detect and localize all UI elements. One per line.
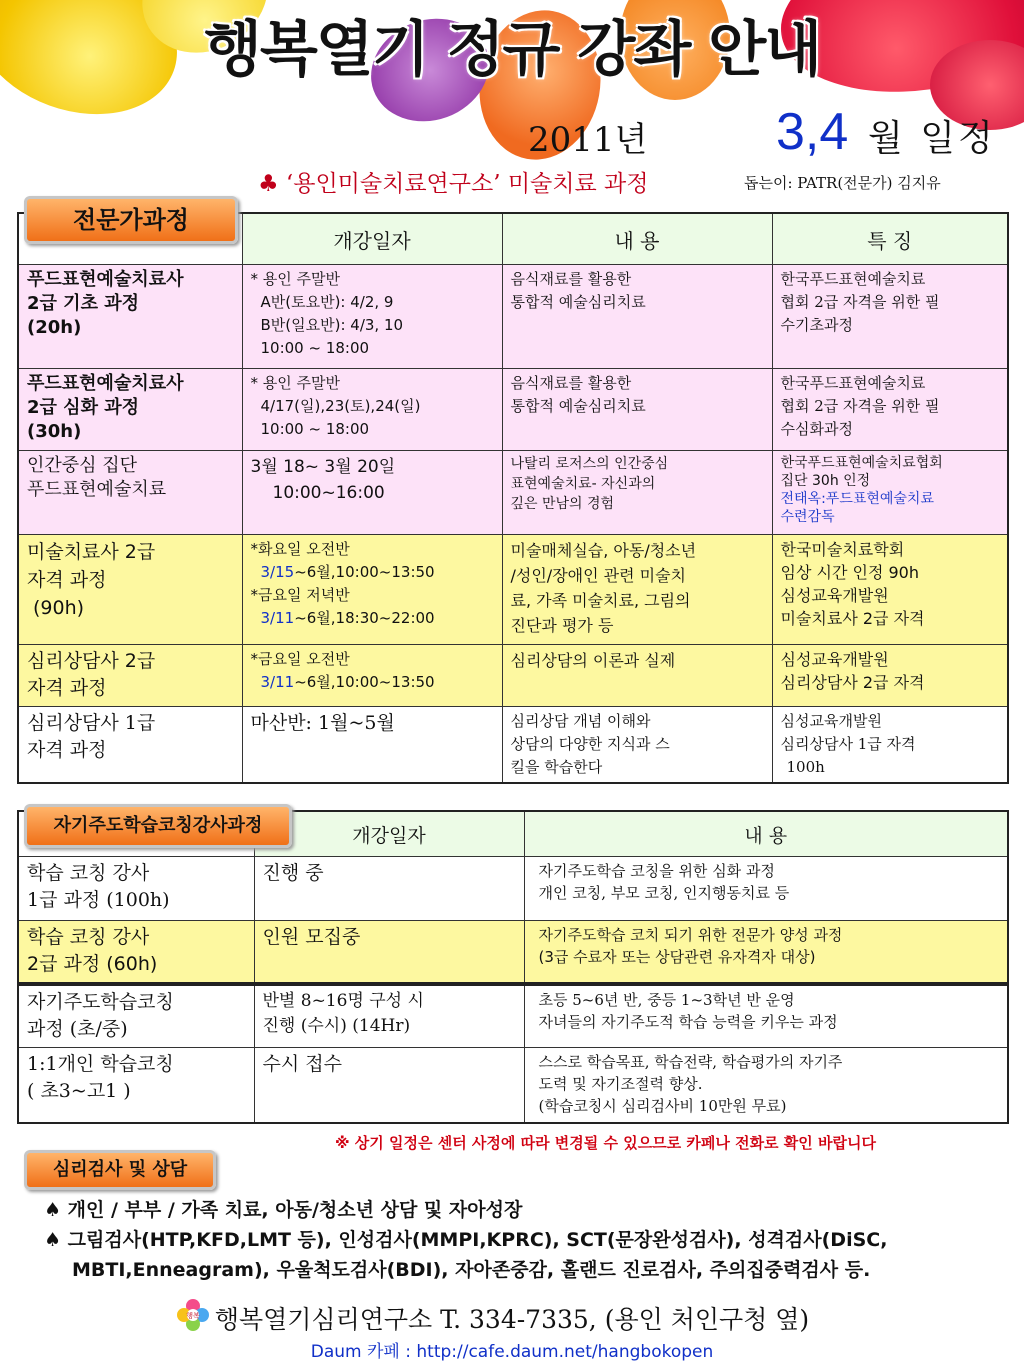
course-schedule: 반별 8~16명 구성 시 진행 (수시) (14Hr) [254, 985, 524, 1047]
list-item: ♠ 개인 / 부부 / 가족 치료, 아동/청소년 상담 및 자아성장 [44, 1199, 523, 1221]
course-name: 미술치료사 2급 자격 과정 (90h) [18, 535, 242, 645]
table-row [18, 857, 1008, 921]
table-row [18, 921, 1008, 983]
course-content: 심리상담 개념 이해와 상담의 다양한 지식과 스 킬을 학습한다 [502, 707, 772, 784]
month-numbers: 3,4 [776, 103, 849, 161]
course-feature: 심성교육개발원 심리상담사 1급 자격 100h [772, 707, 1008, 784]
course-name: 1:1개인 학습코칭 ( 초3~고1 ) [18, 1047, 254, 1123]
course-content: 심리상담의 이론과 실제 [502, 645, 772, 707]
month-suffix: 월 일정 [868, 118, 996, 159]
year-label: 2011년 [528, 120, 648, 160]
footer-contact: 행복열기심리연구소 T. 334-7335, (용인 처인구청 옆) [214, 1305, 810, 1334]
cafe-link[interactable] [0, 1337, 1024, 1362]
expert-course-badge: 전문가과정 [24, 196, 238, 244]
course-name: 자기주도학습코칭 과정 (초/중) [18, 985, 254, 1047]
column-header-content: 내 용 [524, 811, 1008, 857]
course-feature: 한국푸드표현예술치료협회 집단 30h 인정 전태옥:푸드표현예술치료 수련감독 [772, 451, 1008, 535]
course-schedule: 진행 중 [254, 857, 524, 921]
course-schedule: 수시 접수 [254, 1047, 524, 1123]
column-header-content: 내 용 [502, 213, 772, 265]
course-content: 음식재료를 활용한 통합적 예술심리치료 [502, 369, 772, 451]
course-name: 푸드표현예술치료사 2급 심화 과정 (30h) [18, 369, 242, 451]
course-schedule: * 용인 주말반 A반(토요반): 4/2, 9 B반(일요반): 4/3, 10 10:00 ~ 18:00 [242, 265, 502, 369]
course-feature: 한국미술치료학회 임상 시간 인정 90h 심성교육개발원 미술치료사 2급 자격 [772, 535, 1008, 645]
course-content: 스스로 학습목표, 학습전략, 학습평가의 자기주 도력 및 자기조절력 향상. (학습코칭시 심리검사비 10만원 무료) [524, 1047, 1008, 1123]
list-item: MBTI,Enneagram), 우울척도검사(BDI), 자아존중감, 홀랜드 진로검사, 주의집중력검사 등. [72, 1259, 871, 1281]
logo-text: 행복 [186, 1312, 200, 1320]
table-row [18, 985, 1008, 1047]
course-content: 음식재료를 활용한 통합적 예술심리치료 [502, 265, 772, 369]
helper-label: 돕는이: PATR(전문가) 김지유 [744, 174, 941, 192]
course-schedule: * 용인 주말반 4/17(일),23(토),24(일) 10:00 ~ 18:00 [242, 369, 502, 451]
course-schedule: 3월 18~ 3월 20일 10:00~16:00 [242, 451, 502, 535]
page-title: 행복열기 정규 강좌 안내 [203, 15, 821, 85]
course-name: 인간중심 집단 푸드표현예술치료 [18, 451, 242, 535]
course-schedule: *금요일 오전반 3/11~6월,10:00~13:50 [242, 645, 502, 707]
cafe-link-url[interactable]: http://cafe.daum.net/hangbokopen [416, 1342, 714, 1362]
table-row [18, 1047, 1008, 1123]
expert-course-table [17, 212, 1009, 784]
course-feature: 한국푸드표현예술치료 협회 2급 자격을 위한 필 수기초과정 [772, 265, 1008, 369]
course-name: 심리상담사 1급 자격 과정 [18, 707, 242, 784]
table-row [18, 645, 1008, 707]
course-content: 미술매체실습, 아동/청소년 /성인/장애인 관련 미술치 료, 가족 미술치료, 그림의 진단과 평가 등 [502, 535, 772, 645]
course-feature: 한국푸드표현예술치료 협회 2급 자격을 위한 필 수심화과정 [772, 369, 1008, 451]
course-name: 학습 코칭 강사 1급 과정 (100h) [18, 857, 254, 921]
course-name: 학습 코칭 강사 2급 과정 (60h) [18, 921, 254, 983]
table-row [18, 369, 1008, 451]
course-feature: 심성교육개발원 심리상담사 2급 자격 [772, 645, 1008, 707]
column-header-feature: 특 징 [772, 213, 1008, 265]
course-subtitle: ♣ ‘용인미술치료연구소’ 미술치료 과정 [258, 171, 649, 197]
course-name: 심리상담사 2급 자격 과정 [18, 645, 242, 707]
course-schedule: 인원 모집중 [254, 921, 524, 983]
schedule-notice: ※ 상기 일정은 센터 사정에 따라 변경될 수 있으므로 카페나 전화로 확인 바랍니다 [335, 1134, 876, 1152]
column-header-date: 개강일자 [242, 213, 502, 265]
table-row [18, 265, 1008, 369]
course-content: 자기주도학습 코치 되기 위한 전문가 양성 과정 (3급 수료자 또는 상담관련 유자격자 대상) [524, 921, 1008, 983]
cafe-link-label: Daum 카페 : [310, 1342, 411, 1362]
coaching-extra-table [17, 984, 1009, 1124]
psych-test-badge: 심리검사 및 상담 [24, 1150, 216, 1190]
course-name: 푸드표현예술치료사 2급 기초 과정 (20h) [18, 265, 242, 369]
coaching-course-badge: 자기주도학습코칭강사과정 [24, 804, 292, 848]
table-row [18, 451, 1008, 535]
table-row [18, 535, 1008, 645]
course-content: 초등 5~6년 반, 중등 1~3학년 반 운영 자녀들의 자기주도적 학습 능력을 키우는 과정 [524, 985, 1008, 1047]
column-header-date: 개강일자 [254, 811, 524, 857]
course-schedule: 마산반: 1월~5월 [242, 707, 502, 784]
course-content: 자기주도학습 코칭을 위한 심화 과정 개인 코칭, 부모 코칭, 인지행동치료 등 [524, 857, 1008, 921]
course-content: 나탈리 로저스의 인간중심 표현예술치료- 자신과의 깊은 만남의 경험 [502, 451, 772, 535]
psych-test-list [44, 1195, 887, 1285]
list-item: ♠ 그림검사(HTP,KFD,LMT 등), 인성검사(MMPI,KPRC), SCT(문장완성검사), 성격검사(DiSC, [44, 1229, 888, 1251]
course-schedule: *화요일 오전반 3/15~6월,10:00~13:50 *금요일 저녁반 3/11~6월,18:30~22:00 [242, 535, 502, 645]
table-row [18, 707, 1008, 784]
